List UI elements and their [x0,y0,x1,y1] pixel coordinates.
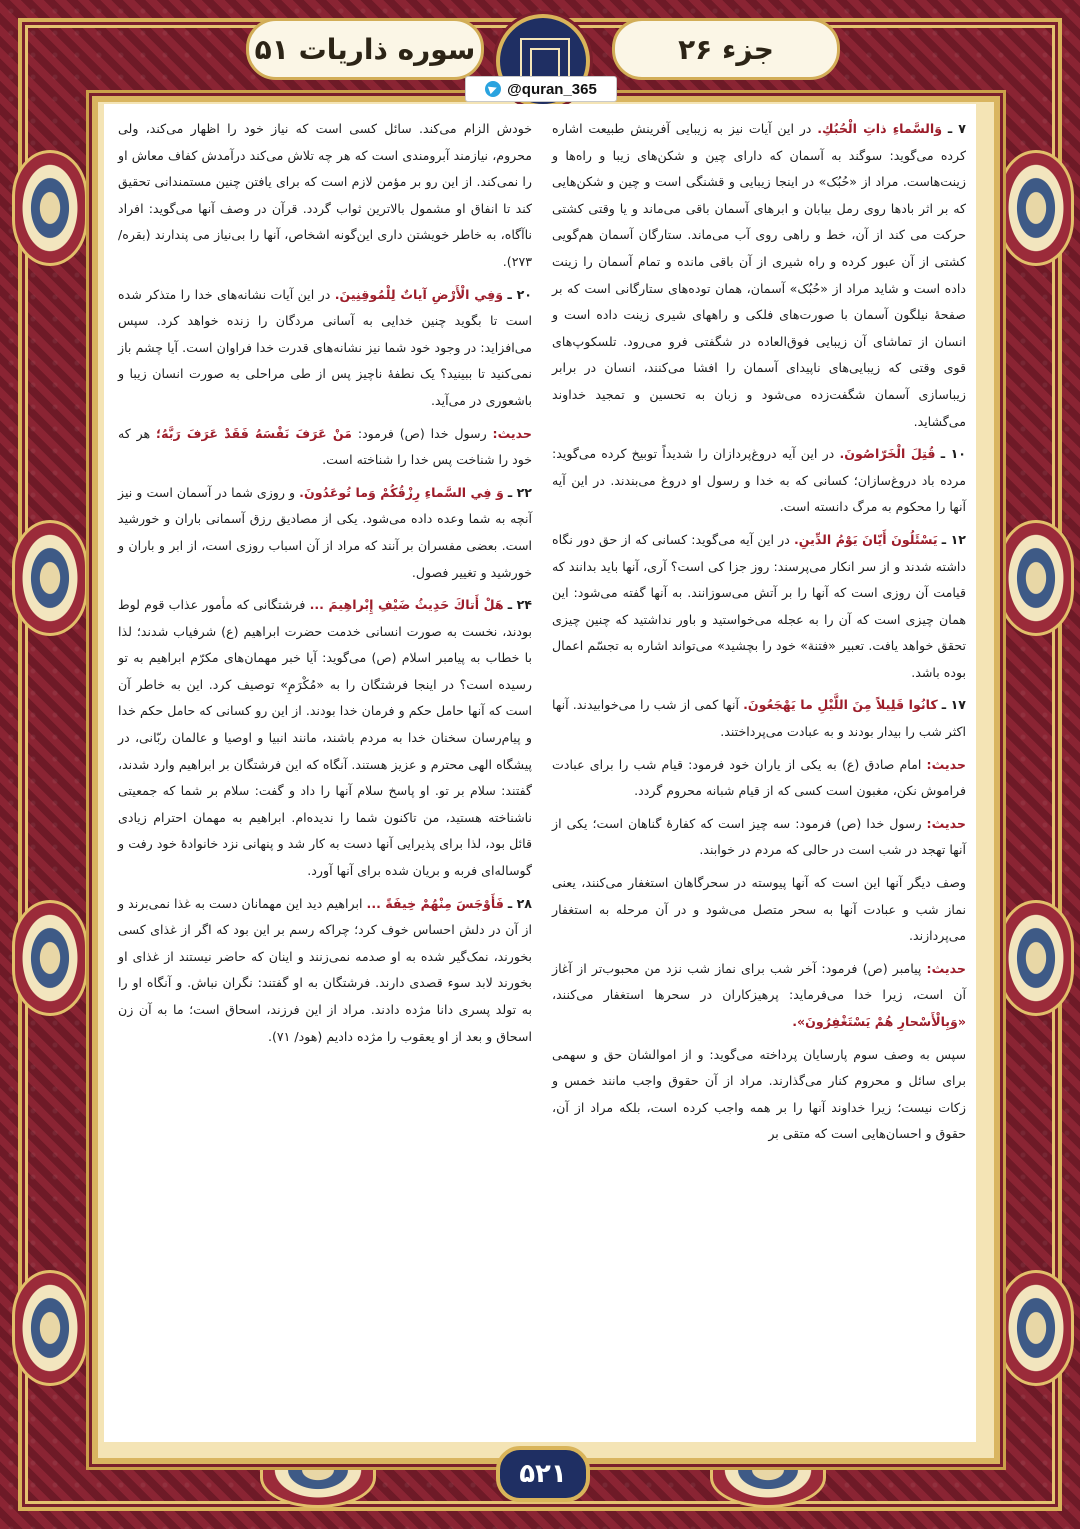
page-number [496,1446,590,1502]
paragraph [552,1042,966,1148]
verse-text: وَ فِي السَّماءِ رِزْقُكُمْ وَما تُوعَدُونَ. [299,484,504,500]
commentary-text: ابراهیم دید این مهمانان دست به غذا نمی‌برند و از آن در دلش احساس خوف کرد؛ چراکه رسم بر این بود که اگر از غذای کسی بخورند، نمک‌گیر شده به او صدمه نمی‌زنند و اینان که حاضر نیستند از غذای او بخورند لابد سوء قصدی دارند. فرشتگان به او گفتند: نگران نباش. و آنگاه او را به تولد پسری دانا مژده دادند. مراد از این فرزند، اسحاق است؛ ما به آن زن اسحاق و بعد از او یعقوب را مژده دادیم (هود/ ۷۱). [118,895,532,1044]
verse-text: وَالسَّماءِ ذاتِ الْحُبُكِ. [817,121,943,136]
verse-text: هَلْ أَتاكَ حَدِيثُ ضَيْفِ إِبْراهِيمَ ... [309,597,504,613]
commentary-text: سپس به وصف سوم پارسایان پرداخته می‌گوید: و از اموالشان حق و سهمی برای سائل و محروم کنار می‌گذارند. مراد از آن حقوق واجب مانند خمس و زکات نیست؛ زیرا خداوند آنها را بر همه واجب کرده است، بلکه مراد از آن، حقوق و احسان‌هایی است که متقی بر [552,1046,966,1142]
border-medallion-right-1 [998,150,1074,266]
hadith-text: پیامبر (ص) فرمود: آخر شب برای نماز شب نزد من محبوب‌تر از آغاز آن است، زیرا خدا می‌فرماید: پرهیزکاران در سحرها استغفار می‌کنند، [552,960,966,1003]
paragraph [118,480,532,586]
hadith-paragraph [552,811,966,864]
page-content [104,104,976,1442]
commentary-text: آنها کمی از شب را می‌خوابیدند. آنها اکثر شب را بیدار بودند و به عبادت می‌پرداختند. [552,697,966,740]
hadith-text: رسول خدا (ص) فرمود: [351,425,493,441]
juz-label [612,18,840,80]
hadith-paragraph [552,752,966,805]
paragraph [118,282,532,415]
hadith-label: حدیث: [926,815,966,831]
hadith-label: حدیث: [492,425,532,441]
telegram-handle[interactable] [465,76,617,102]
paragraph [552,527,966,687]
paragraph [552,441,966,521]
verse-number: ۲۸ ـ [507,895,532,911]
paragraph [552,870,966,950]
hadith-label: حدیث: [926,756,966,772]
surah-label-text: سوره ذاریات ۵۱ [254,32,476,66]
verse-number: ۷ ـ [947,121,966,136]
verse-text: فَأَوْجَسَ مِنْهُمْ خِيفَةً ... [366,895,504,911]
right-column [552,116,966,1154]
verse-number: ۲۰ ـ [507,286,532,302]
handle-text: @quran_365 [507,80,597,98]
border-medallion-left-3 [12,900,88,1016]
hadith-paragraph [118,421,532,474]
verse-text: وَفِي الْأَرْضِ آياتٌ لِلْمُوقِنِينَ. [334,286,504,302]
verse-number: ۱۰ ـ [940,446,966,462]
commentary-text: در این آیه می‌گوید: کسانی که از حق دور نگاه داشته شدند و از سر انکار می‌پرسند: روز جزا کی است؟ آری، آنها باید بدانند که قیامت آن روزی است که آنها را بر آتش می‌سوزانند. به آنها گفته می‌شود: این همان چیزی است که آن را به عجله می‌خواستید و باور نداشتید که چنین چیزی تحقق خواهد یافت. تعبیر «فتنة» خود را بچشید» می‌تواند اشاره به تجسّم اعمال بوده باشد. [552,531,966,680]
verse-number: ۱۲ ـ [941,531,966,547]
border-medallion-left-1 [12,150,88,266]
hadith-label: حدیث: [926,960,966,976]
hadith-paragraph [552,956,966,1036]
verse-text: مَنْ عَرَفَ نَفْسَهُ فَقَدْ عَرَفَ رَبَّهُ؛ [156,425,352,441]
telegram-icon [485,81,501,97]
juz-label-text: جزء ۲۶ [678,32,774,66]
commentary-text: خودش الزام می‌کند. سائل کسی است که نیاز خود را اظهار می‌کند، ولی محروم، نیازمند آبرومندی است که هر چه تلاش می‌کند درآمدش کفاف معاش او را نمی‌کند. از این رو بر مؤمن لازم است که برای یافتن چنین مستمندانی تحقیق کند تا انفاق او مشمول بالاترین ثواب گردد. قرآن در وصف آنها می‌گوید: افراد ناآگاه، به خاطر خویشتن داری این‌گونه اشخاص، آنها را بی‌نیاز می پندارند (بقره/ ۲۷۳). [118,121,532,269]
commentary-text: در این آیات نیز به زیبایی آفرینش طبیعت اشاره کرده می‌گوید: سوگند به آسمان که دارای چین و شکن‌های زیبا و راه‌ها و زینت‌هاست. مراد از «حُبُک» در اینجا زیبایی و قشنگی است و چین و شکن‌هایی که بر اثر بادها روی رمل بیابان و ابرهای آسمان باقی می‌ماند و یا وقتی کشتی حرکت می کند از آن، خط و راهی روی آب می‌ماند. ستارگان آسمان هم‌گویی کشتی از آن عبور کرده و راه شیری از آن باقی مانده و تمام آسمان را زینت داده است و شاید مراد از «حُبُک» آسمان، همان توده‌های ستارگانی است که بر صفحهٔ نیلگون آسمان با صورت‌های فلکی و راههای شیری زینت داده است و انسان از تماشای آن زیبایی فوق‌العاده در شگفتی فرو می‌رود. تلسکوپ‌های قوی وقتی که زیبایی‌های ناپیدای آسمان را افشا می‌کنند، انسان در برابر زیباسازی آسمان شگفت‌زده می‌شود و زبان به تحسین و تمجید خداوند می‌گشاید. [552,121,966,429]
commentary-text: وصف دیگر آنها این است که آنها پیوسته در سحرگاهان استغفار می‌کنند، یعنی نماز شب و عبادت آنها به سحر متصل می‌شود و در آن مرحله به استغفار می‌پردازند. [552,875,966,944]
verse-text: يَسْئَلُونَ أَيّانَ يَوْمُ الدِّينِ. [794,531,938,547]
border-medallion-left-4 [12,1270,88,1386]
verse-number: ۲۲ ـ [507,484,532,500]
border-medallion-right-2 [998,520,1074,636]
verse-number: ۱۷ ـ [941,697,966,713]
commentary-text: در این آیه دروغ‌پردازان را شدیداً توبیخ کرده می‌گوید: مرده باد دروغ‌سازان؛ کسانی که به خدا و رسول او دروغ می‌بندند. در این آیه آنها را محکوم به مرگ دانسته است. [552,446,966,515]
border-medallion-left-2 [12,520,88,636]
paragraph [552,116,966,435]
verse-number: ۲۴ ـ [507,597,532,613]
verse-text: كانُوا قَلِيلاً مِنَ اللَّيْلِ ما يَهْجَعُونَ. [743,697,938,713]
paragraph [118,592,532,885]
hadith-text: رسول خدا (ص) فرمود: سه چیز است که کفارهٔ گناهان است؛ یکی از آنها تهجد در شب است در حالی که مردم در خوابند. [552,815,966,858]
commentary-text: فرشتگانی که مأمور عذاب قوم لوط بودند، نخست به صورت انسانی خدمت حضرت ابراهیم (ع) شرفیاب شدند؛ لذا با خطاب به پیامبر اسلام (ص) می‌گوید: آیا خبر مهمان‌های مکرّم ابراهیم به تو رسیده است؟ در اینجا فرشتگان را به «مُكْرَمِ» توصیف کرد. این به خاطر آن است که آنها حامل حکم و فرمان خدا بودند. از این رو کسانی که حامل حکم خدا و پیام‌رسان سخنان خدا به مردم باشند، مانند انبیا و اوصیا و عالمان ربّانی، در پیشگاه الهی محترم و عزیز هستند. آنگاه که این فرشتگان بر ابراهیم وارد شدند، گفتند: سلام بر تو. او پاسخ سلام آنها را داد و گفت: سلام بر شما که جمعیتی ناشناخته هستید، من تاکنون شما را ندیده‌ام. ابراهیم به مهمان احترام زیادی قائل بود، لذا برای پذیرایی آنها دست به کار شد و پنهانی نزد خانوادهٔ خود رفت و گوساله‌ای فربه و بریان شده برای آنها آورد. [118,597,532,879]
surah-label [246,18,484,80]
verse-text: قُتِلَ الْخَرّاصُونَ. [839,446,936,462]
paragraph [118,891,532,1051]
page-number-text: ۵۲۱ [519,1459,567,1489]
paragraph [552,692,966,745]
border-medallion-right-4 [998,1270,1074,1386]
commentary-text: در این آیات نشانه‌های خدا را متذکر شده است تا بگوید چنین خدایی به آسانی مردگان را زنده خواهد کرد. سپس می‌افزاید: در وجود خود شما نیز نشانه‌های قدرت خدا فراوان است. آیا چشم باز نمی‌کنید تا ببینید؟ یک نطفهٔ ناچیز پس از طی مراحلی به صورت انسان زیبا و باشعوری در می‌آید. [118,286,532,408]
paragraph [118,116,532,276]
hadith-text: امام صادق (ع) به یکی از یاران خود فرمود: قیام شب را برای عبادت فراموش نکن، مغبون است کسی که از قیام شبانه محروم گردد. [552,756,966,799]
left-column [118,116,532,1056]
border-medallion-right-3 [998,900,1074,1016]
commentary-text: و روزی شما در آسمان است و نیز آنچه به شما وعده داده می‌شود. یکی از مصادیق رزق آسمانی باران و خورشید است. بعضی مفسران بر آنند که مراد از آن اسباب روزی است، از ابر و باران و خورشید و تغییر فصول. [118,484,532,580]
verse-text: «وَبِالْأَسْحارِ هُمْ يَسْتَغْفِرُونَ». [792,1014,966,1029]
hadith-text-end: هر که خود را شناخت پس خدا را شناخته است. [118,425,532,468]
